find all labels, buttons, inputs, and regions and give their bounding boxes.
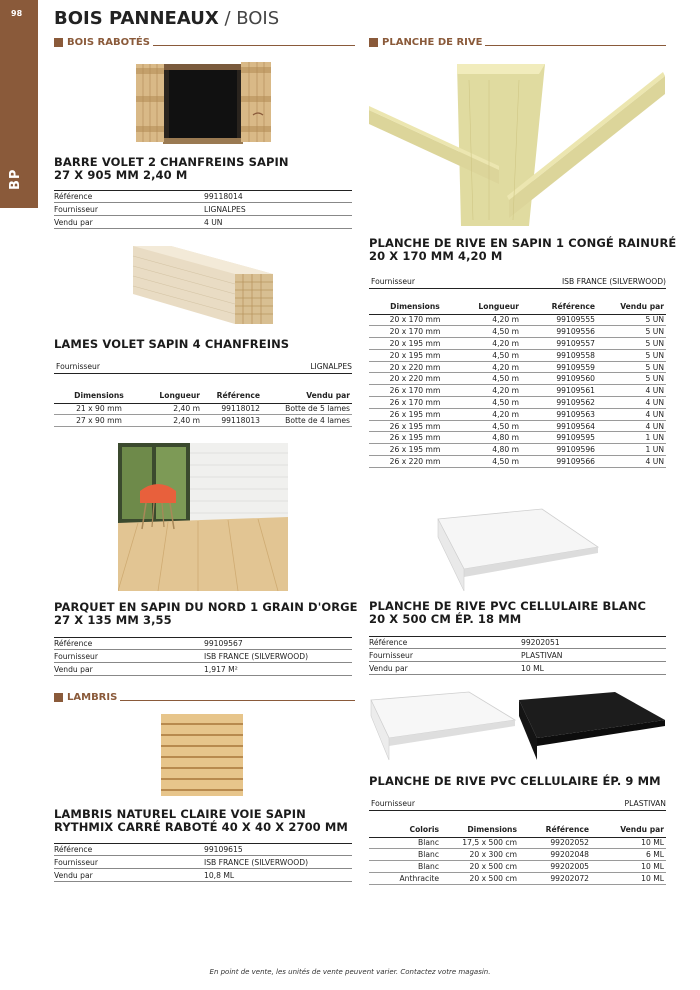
lames-volet-table: Dimensions Longueur Référence Vendu par 21 x 90 mm 2,40 m 99118012 Botte de 5 lames 27 x 90 mm 2,40 m 99118013 Botte de 4 lames — [54, 389, 352, 427]
section-lambris — [54, 691, 355, 703]
lambris-specs: Référence 99109615 Fournisseur ISB FRANCE (SILVERWOOD) Vendu par 10,8 ML — [54, 843, 352, 882]
supplier-row: Fournisseur LIGNALPES — [54, 360, 352, 374]
product-title: LAMBRIS NATUREL CLAIRE VOIE SAPIN RYTHMIX CARRÉ RABOTÉ 40 X 40 X 2700 MM — [54, 807, 348, 834]
title-main: BOIS PANNEAUX — [54, 8, 219, 29]
parquet-specs: Référence 99109567 Fournisseur ISB FRANCE (SILVERWOOD) Vendu par 1,917 M² — [54, 637, 352, 676]
table-row: 26 x 195 mm 4,50 m 99109564 4 UN — [369, 420, 666, 432]
table-row: Blanc 17,5 x 500 cm 99202052 10 ML — [369, 837, 666, 849]
table-row: 27 x 90 mm 2,40 m 99118013 Botte de 4 lames — [54, 415, 352, 427]
shutter-image — [133, 60, 273, 148]
table-row: 20 x 195 mm 4,50 m 99109558 5 UN — [369, 349, 666, 361]
table-row: 26 x 170 mm 4,50 m 99109562 4 UN — [369, 397, 666, 409]
footer-note: En point de vente, les unités de vente peuvent varier. Contactez votre magasin. — [209, 968, 491, 976]
pvc-colors-image — [369, 690, 667, 766]
table-row: 26 x 195 mm 4,80 m 99109596 1 UN — [369, 444, 666, 456]
table-row: 26 x 220 mm 4,50 m 99109566 4 UN — [369, 456, 666, 468]
product-title: BARRE VOLET 2 CHANFREINS SAPIN 27 X 905 MM 2,40 M — [54, 155, 289, 182]
product-title: PLANCHE DE RIVE PVC CELLULAIRE BLANC 20 X 500 CM ÉP. 18 MM — [369, 599, 647, 626]
sidebar — [0, 0, 38, 990]
table-row: 21 x 90 mm 2,40 m 99118012 Botte de 5 lames — [54, 403, 352, 415]
product-title: PLANCHE DE RIVE PVC CELLULAIRE ÉP. 9 MM — [369, 774, 661, 788]
section-code: BP — [8, 168, 23, 190]
table-row: 26 x 195 mm 4,80 m 99109595 1 UN — [369, 432, 666, 444]
section-label: PLANCHE DE RIVE — [382, 36, 483, 48]
product-title: PLANCHE DE RIVE EN SAPIN 1 CONGÉ RAINURÉ 20 X 170 MM 4,20 M — [369, 236, 677, 263]
supplier-row: Fournisseur PLASTIVAN — [369, 797, 666, 811]
table-row: 20 x 170 mm 4,50 m 99109556 5 UN — [369, 326, 666, 338]
section-tab — [0, 0, 38, 208]
table-row: 26 x 170 mm 4,20 m 99109561 4 UN — [369, 385, 666, 397]
table-row: 26 x 195 mm 4,20 m 99109563 4 UN — [369, 408, 666, 420]
table-row: 20 x 195 mm 4,20 m 99109557 5 UN — [369, 338, 666, 350]
table-row: Anthracite 20 x 500 cm 99202072 10 ML — [369, 872, 666, 884]
page-number: 98 — [11, 9, 23, 18]
supplier-row: Fournisseur ISB FRANCE (SILVERWOOD) — [369, 275, 666, 289]
title-sub: / BOIS — [218, 8, 280, 29]
planche-sapin-table: Dimensions Longueur Référence Vendu par 20 x 170 mm 4,20 m 99109555 5 UN 20 x 170 mm 4,50 m 99109556 5 UN 20 x 195 mm 4,20 m 99109557 5 UN 20 x 195 mm 4,50 m 99109558 5 UN 20 x 220 mm 4,20 m 99109559 5 UN 20 x 220 mm 4,50 m 99109560 5 UN 26 x 170 mm 4,20 m 99109561 4 UN 26 x 170 mm 4,50 m 99109562 4 UN 26 x 195 mm 4,20 m 99109563 4 UN 26 x 195 mm 4,50 m 99109564 4 UN 26 x 195 mm 4,80 m 99109595 1 UN 26 x 195 mm 4,80 m 99109596 1 UN 26 x 220 mm 4,50 m 99109566 4 UN — [369, 300, 666, 468]
planche-sapin-image — [369, 60, 667, 228]
section-planche-de-rive — [369, 36, 666, 48]
parquet-room-image — [118, 443, 288, 591]
lambris-image — [161, 714, 243, 796]
table-row: Blanc 20 x 500 cm 99202005 10 ML — [369, 861, 666, 873]
page-title — [54, 8, 279, 29]
pvc-18-specs: Référence 99202051 Fournisseur PLASTIVAN Vendu par 10 ML — [369, 636, 666, 675]
section-bois-rabotes — [54, 36, 355, 48]
pvc-white-image — [436, 507, 600, 593]
table-row: 20 x 220 mm 4,20 m 99109559 5 UN — [369, 361, 666, 373]
table-row: Blanc 20 x 300 cm 99202048 6 ML — [369, 849, 666, 861]
lames-stack-image — [131, 244, 275, 326]
table-row: 20 x 220 mm 4,50 m 99109560 5 UN — [369, 373, 666, 385]
barre-volet-specs: Référence 99118014 Fournisseur LIGNALPES Vendu par 4 UN — [54, 190, 352, 229]
section-label: BOIS RABOTÉS — [67, 36, 150, 48]
product-title: LAMES VOLET SAPIN 4 CHANFREINS — [54, 337, 290, 351]
product-title: PARQUET EN SAPIN DU NORD 1 GRAIN D'ORGE 27 X 135 MM 3,55 — [54, 600, 358, 627]
pvc-9-table: Coloris Dimensions Référence Vendu par Blanc 17,5 x 500 cm 99202052 10 ML Blanc 20 x 300 cm 99202048 6 ML Blanc 20 x 500 cm 99202005 10 ML Anthracite 20 x 500 cm 99202072 10 ML — [369, 823, 666, 885]
section-label: LAMBRIS — [67, 691, 118, 703]
table-row: 20 x 170 mm 4,20 m 99109555 5 UN — [369, 314, 666, 326]
